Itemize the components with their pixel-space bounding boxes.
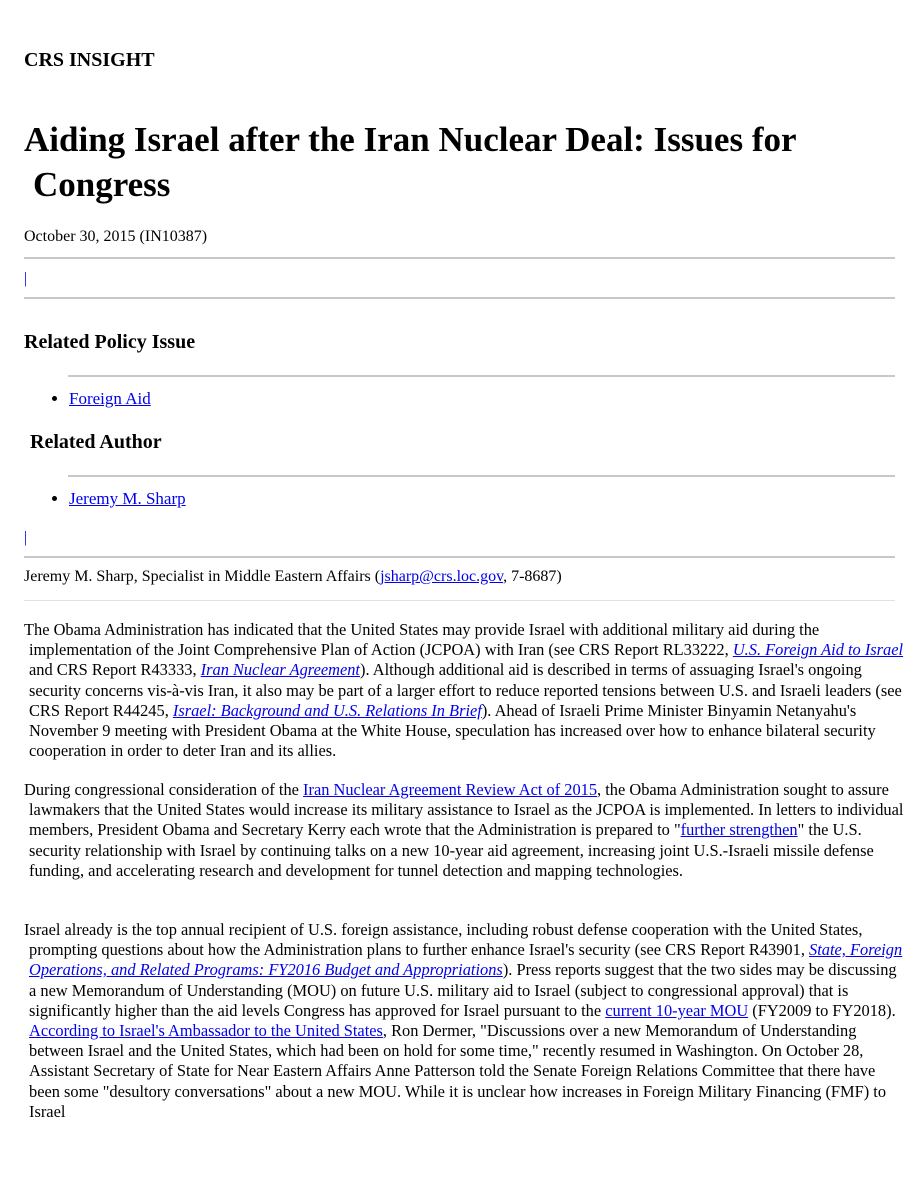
link-sfops-fy2016[interactable]: State, Foreign Operations, and Related Programs: FY2016 Budget and Appropriations [29,940,903,980]
paragraph-text: The Obama Administration has indicated that the United States may provide Israel with additional military aid during the implementation of the Joint Comprehensive Plan of Action (JCPOA) with Iran (see CRS Report RL33222, [24,620,820,660]
policy-link-foreign-aid[interactable]: Foreign Aid [69,389,151,408]
divider [24,257,895,259]
divider [68,375,895,377]
byline-name: Jeremy M. Sharp, Specialist in Middle Eastern Affairs ( [24,568,381,585]
list-item [69,489,186,509]
pipe-link-bottom[interactable]: | [24,529,28,546]
divider [68,475,895,477]
title-line-2: Congress [33,165,171,204]
paragraph-text: , the Obama Administration sought to assure lawmakers that the United States would increase its military assistance to Israel as the JCPOA is implemented. In letters to individual members, President Obama and Secretary Kerry each wrote that the Administration is prepared to " [29,780,904,840]
report-type-label: CRS INSIGHT [24,49,155,71]
divider [24,600,895,601]
related-author-heading: Related Author [30,431,162,453]
link-current-mou[interactable]: current 10-year MOU [605,1000,749,1020]
policy-list [24,389,151,409]
paragraph-text: (FY2009 to FY2018). [748,1000,896,1020]
link-further-strengthen[interactable]: further strengthen [680,820,798,840]
divider [24,556,895,558]
related-policy-heading: Related Policy Issue [24,331,196,353]
link-us-foreign-aid-to-israel[interactable]: U.S. Foreign Aid to Israel [732,640,904,660]
link-ambassador[interactable]: According to Israel's Ambassador to the United States [29,1021,383,1041]
paragraph-text: ). Press reports suggest that the two sides may be discussing a new Memorandum of Understanding (MOU) on future U.S. military aid to Israel (subject to congressional approval) that is significantly higher than the aid levels Congress has approved for Israel pursuant to the [29,960,897,1020]
link-review-act-2015[interactable]: Iran Nuclear Agreement Review Act of 2015 [303,780,598,799]
pipe-link-top[interactable]: | [24,270,28,287]
link-iran-nuclear-agreement[interactable]: Iran Nuclear Agreement [200,660,360,680]
paragraph-3 [24,920,904,1122]
title-line-1: Aiding Israel after the Iran Nuclear Deal: Issues for [24,120,797,159]
paragraph-text: During congressional consideration of the [24,780,304,799]
paragraph-2 [24,780,904,881]
byline-phone: , 7-8687) [503,568,562,585]
paragraph-text: ). Ahead of Israeli Prime Minister Binyamin Netanyahu's November 9 meeting with President Obama at the White House, speculation has increased over how to enhance bilateral security cooperation in order to deter Iran and its allies. [29,700,876,761]
paragraph-text: Israel already is the top annual recipient of U.S. foreign assistance, including robust defense cooperation with the United States, prompting questions about how the Administration plans to further enhance Israel's security (see CRS Report R43901, [24,920,863,960]
paragraph-text: and CRS Report R43333, [29,660,201,680]
author-list [24,489,186,509]
page-title [24,117,884,207]
author-link-jeremy-sharp[interactable]: Jeremy M. Sharp [69,489,186,508]
paragraph-text: ). Although additional aid is described in terms of assuaging Israel's ongoing security concerns vis-à-vis Iran, it also may be part of a larger effort to reduce reported tensions between U.S. and Israeli leaders (see CRS Report R44245, [29,660,902,720]
paragraph-text: , Ron Dermer, "Discussions over a new Memorandum of Understanding between Israel and the United States, which had been on hold for some time," recently resumed in Washington. On October 28, Assistant Secretary of State for Near Eastern Affairs Anne Patterson told the Senate Foreign Relations Committee that there have been some "desultory conversations" about a new MOU. While it is unclear how increases in Foreign Military Financing (FMF) to Israel [29,1021,887,1121]
paragraph-text: " the U.S. security relationship with Israel by continuing talks on a new 10-year aid agreement, increasing joint U.S.-Israeli missile defense funding, and accelerating research and development for tunnel detection and mapping technologies. [29,820,874,880]
divider [24,297,895,299]
author-email-link[interactable]: jsharp@crs.loc.gov [380,568,504,585]
report-date: October 30, 2015 (IN10387) [24,228,208,245]
link-israel-background[interactable]: Israel: Background and U.S. Relations In Brief [172,700,482,720]
list-item [69,389,151,409]
author-byline [24,568,562,586]
paragraph-1 [24,620,904,761]
